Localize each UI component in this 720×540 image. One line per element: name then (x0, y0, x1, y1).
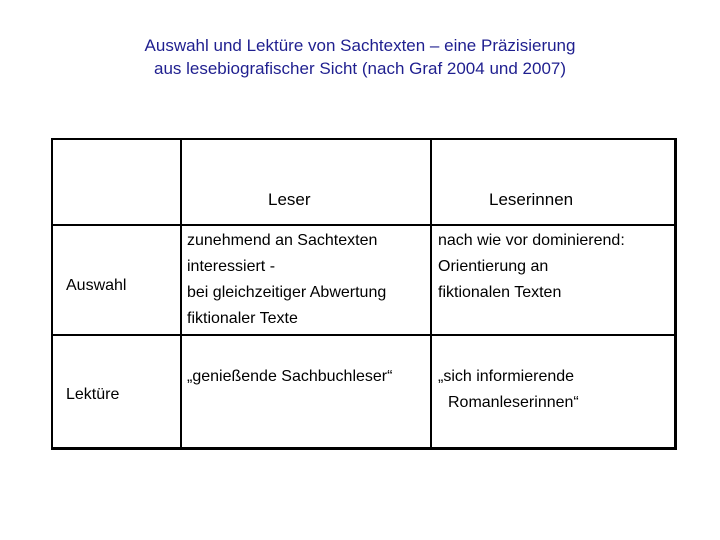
table-header-leserinnen: Leserinnen (489, 190, 574, 209)
comparison-table (51, 138, 677, 450)
cell-line: zunehmend an Sachtexten (187, 232, 378, 249)
row-label-lektuere: Lektüre (66, 386, 120, 403)
slide-title-line-1: Auswahl und Lektüre von Sachtexten – eine Präzisierung (144, 36, 576, 55)
cell-auswahl-leserinnen (438, 228, 625, 306)
cell-line: Orientierung an (438, 258, 549, 275)
table-divider-vertical-1 (180, 140, 182, 447)
slide-title-line-2: aus lesebiografischer Sicht (nach Graf 2004 und 2007) (153, 59, 567, 78)
cell-line: bei gleichzeitiger Abwertung (187, 284, 387, 301)
table-divider-horizontal-1 (53, 224, 674, 226)
cell-line: fiktionalen Texten (438, 284, 562, 301)
cell-line: „sich informierende (438, 368, 575, 385)
cell-line: „genießende Sachbuchleser“ (187, 368, 393, 385)
cell-line: interessiert - (187, 258, 276, 275)
table-divider-horizontal-2 (53, 334, 674, 336)
slide-title (0, 34, 720, 80)
cell-lektuere-leser (187, 364, 392, 390)
table-divider-vertical-2 (430, 140, 432, 447)
cell-line: nach wie vor dominierend: (438, 232, 625, 249)
cell-line: Romanleserinnen“ (448, 394, 579, 411)
cell-line: fiktionaler Texte (187, 310, 298, 327)
cell-lektuere-leserinnen (438, 364, 579, 416)
row-label-auswahl: Auswahl (66, 277, 127, 294)
table-header-leser: Leser (268, 190, 311, 209)
cell-auswahl-leser (187, 228, 386, 332)
